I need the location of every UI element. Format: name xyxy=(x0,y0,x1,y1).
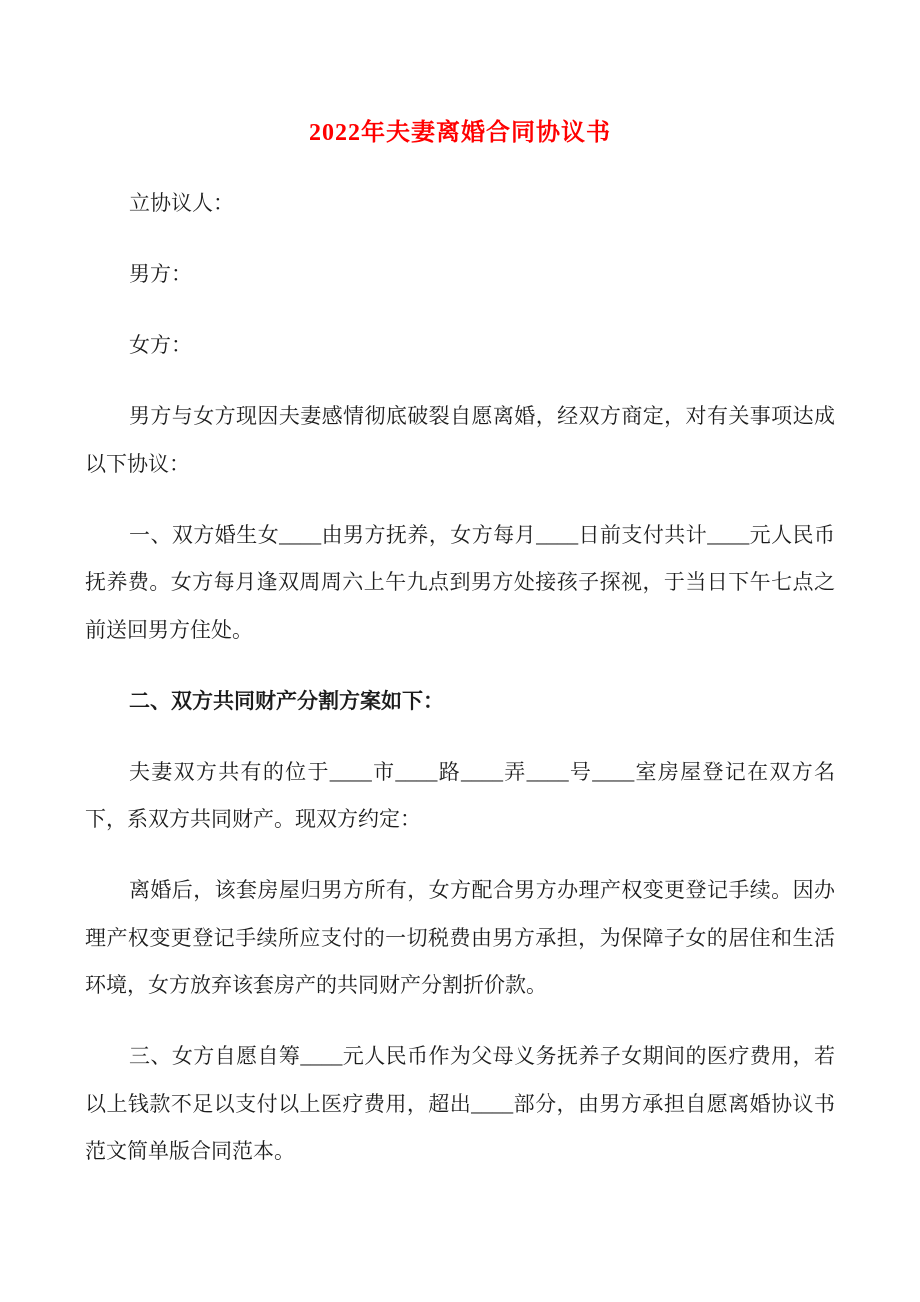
paragraph: 三、女方自愿自筹____元人民币作为父母义务抚养子女期间的医疗费用，若以上钱款不足以支付以上医疗费用，超出____部分，由男方承担自愿离婚协议书范文简单版合同范本。 xyxy=(85,1044,835,1163)
paragraph: 夫妻双方共有的位于____市____路____弄____号____室房屋登记在双方名下，系双方共同财产。现双方约定： xyxy=(85,759,835,831)
paragraph: 女方： xyxy=(129,333,192,357)
document-title: 2022年夫妻离婚合同协议书 xyxy=(309,120,611,146)
document-body xyxy=(85,180,835,1176)
paragraph: 男方与女方现因夫妻感情彻底破裂自愿离婚，经双方商定，对有关事项达成以下协议： xyxy=(85,404,835,476)
paragraph: 一、双方婚生女____由男方抚养，女方每月____日前支付共计____元人民币抚养费。女方每月逢双周周六上午九点到男方处接孩子探视，于当日下午七点之前送回男方住处。 xyxy=(85,522,835,642)
paragraph: 立协议人： xyxy=(129,191,234,215)
section-heading: 二、双方共同财产分割方案如下： xyxy=(129,688,444,713)
paragraph: 男方： xyxy=(129,262,192,286)
paragraph: 离婚后，该套房屋归男方所有，女方配合男方办理产权变更登记手续。因办理产权变更登记手续所应支付的一切税费由男方承担，为保障子女的居住和生活环境，女方放弃该套房产的共同财产分割折价款。 xyxy=(85,878,835,997)
